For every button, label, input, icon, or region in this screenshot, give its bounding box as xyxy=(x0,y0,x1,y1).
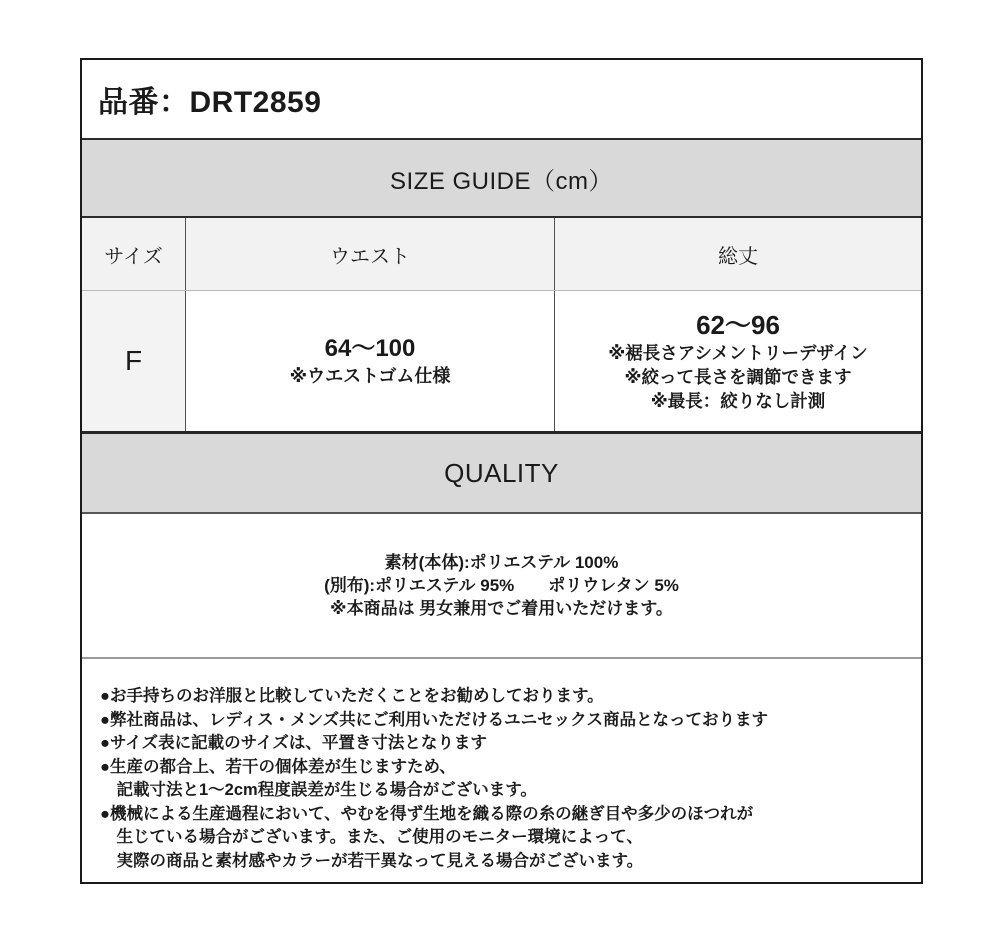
size-table-header-row xyxy=(82,218,921,291)
waist-value-cell xyxy=(186,291,555,431)
note-line: ●機械による生産過程において、やむを得ず生地を織る際の糸の継ぎ目や多少のほつれが xyxy=(100,804,754,823)
note-line: 記載寸法と1～2cm程度誤差が生じる場合がございます。 xyxy=(100,781,537,799)
note-line: ●生産の都合上、若干の個体差が生じますため、 xyxy=(100,757,456,776)
note-line: 実際の商品と素材感やカラーが若干異なって見える場合がございます。 xyxy=(100,851,644,870)
length-note-1: ※裾長さアシメントリーデザイン xyxy=(608,343,868,363)
note-line: ●サイズ表に記載のサイズは、平置き寸法となります xyxy=(100,734,487,752)
length-note-2: ※絞って長さを調節できます xyxy=(624,367,852,387)
size-table-data-row xyxy=(82,291,921,434)
column-header-waist xyxy=(186,218,555,290)
note-line: ●お手持ちのお洋服と比較していただくことをお勧めしております。 xyxy=(100,687,604,705)
length-value-cell xyxy=(555,291,921,431)
product-code-text: 品番：DRT2859 xyxy=(98,86,322,119)
column-header-length xyxy=(555,218,921,290)
column-header-waist-label: ウエスト xyxy=(330,245,410,268)
size-guide-header-band xyxy=(82,140,921,218)
quality-header-band xyxy=(82,434,921,514)
material-info-section xyxy=(82,514,921,659)
column-header-size xyxy=(82,218,186,290)
material-line-3: ※本商品は 男女兼用でご着用いただけます。 xyxy=(330,599,673,618)
length-value: 62～96 xyxy=(696,310,780,340)
size-guide-title: SIZE GUIDE（cm） xyxy=(389,167,613,195)
size-value-cell xyxy=(82,291,186,431)
product-code-row xyxy=(82,60,921,140)
note-line: ●弊社商品は、レディス・メンズ共にご利用いただけるユニセックス商品となっております xyxy=(100,710,768,729)
size-value: F xyxy=(124,345,143,376)
waist-note: ※ウエストゴム仕様 xyxy=(289,365,451,386)
column-header-length-label: 総丈 xyxy=(718,245,758,268)
note-line: 生じている場合がございます。また、ご使用のモニター環境によって、 xyxy=(100,828,643,846)
quality-title: QUALITY xyxy=(444,457,559,488)
material-line-1: 素材(本体):ポリエステル 100% xyxy=(384,553,619,572)
material-line-2: (別布):ポリエステル 95% ポリウレタン 5% xyxy=(324,576,679,595)
care-notes-section xyxy=(82,659,921,881)
waist-value: 64～100 xyxy=(324,334,416,362)
column-header-size-label: サイズ xyxy=(104,245,163,268)
length-note-3: ※最長：絞りなし計測 xyxy=(650,391,826,411)
product-spec-sheet xyxy=(80,58,923,884)
